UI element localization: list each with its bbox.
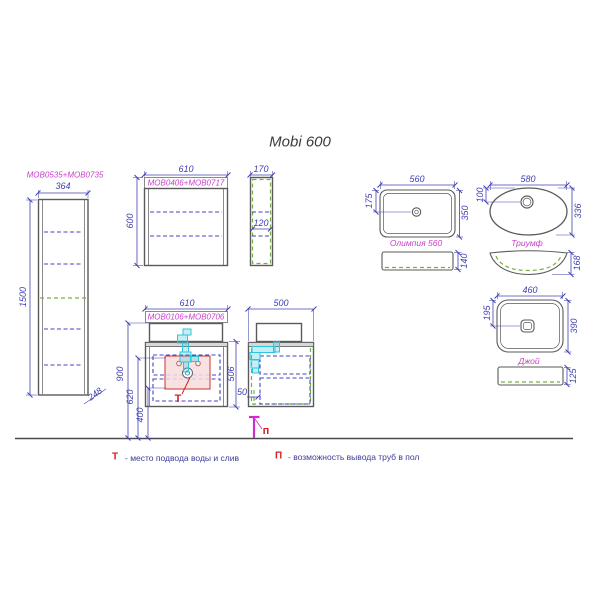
sink-olympia-side [382,252,462,270]
tall-cabinet-front [26,190,106,404]
dim-triumph-width: 580 [520,174,536,184]
dim-joy-depth: 390 [569,318,579,334]
dim-olympia-depth: 350 [460,205,470,221]
dim-joy-height: 125 [568,368,578,384]
dim-supply-bottom: 400 [135,407,145,423]
sink-joy-top [489,292,572,352]
vanity-label: MOB0106+MOB0706 [147,312,225,322]
dim-mirror-height: 600 [125,213,135,229]
dim-tall-depth: 248 [85,385,105,403]
dim-mirror-side-shelf: 120 [253,218,269,228]
sink-olympia-name: Олимпия 560 [389,238,443,248]
dim-tall-width: 364 [55,181,71,191]
dim-olympia-width: 560 [409,174,425,184]
p-marker: п [262,425,270,437]
dim-olympia-drain: 175 [364,193,374,209]
mirror-cabinet-label: MOB0406+MOB0717 [147,178,225,188]
tall-cabinet-label: MOB0535+MOB0735 [26,170,104,180]
dim-triumph-drain: 100 [475,187,485,203]
dim-vanity-width: 610 [179,298,195,308]
legend-t-symbol: Т [112,451,119,463]
dim-joy-drain: 195 [482,305,492,321]
legend-t-text: - место подвода воды и слив [125,453,239,463]
dim-joy-width: 460 [522,285,538,295]
dim-mirror-width: 610 [178,164,194,174]
legend-p-text: - возможность вывода труб в пол [288,452,420,462]
dim-olympia-height: 140 [459,253,469,269]
legend-p-symbol: П [275,450,283,462]
t-marker: Т [174,393,182,405]
vanity-side [247,309,314,407]
dim-supply-top: 620 [125,389,135,405]
dim-mirror-side-depth: 170 [253,164,269,174]
sink-joy-name: Джой [518,356,540,366]
dim-vanity-height: 506 [226,366,236,382]
sink-olympia-top [372,181,463,237]
sink-triumph-side [490,251,575,275]
dim-triumph-height: 168 [572,255,582,271]
page-title: Mobi 600 [269,133,331,151]
dim-tall-height: 1500 [18,286,28,308]
dim-mount-height: 900 [115,366,125,382]
dim-triumph-depth: 336 [573,203,583,219]
dim-pipe-offset: 50 [236,387,248,397]
dim-vanity-side-depth: 500 [273,298,289,308]
sink-joy-side [498,367,571,385]
sink-triumph-name: Триумф [511,238,543,248]
floor-pipe-symbol [249,417,262,438]
siphon-side [250,342,280,373]
sink-triumph-top [483,181,575,235]
